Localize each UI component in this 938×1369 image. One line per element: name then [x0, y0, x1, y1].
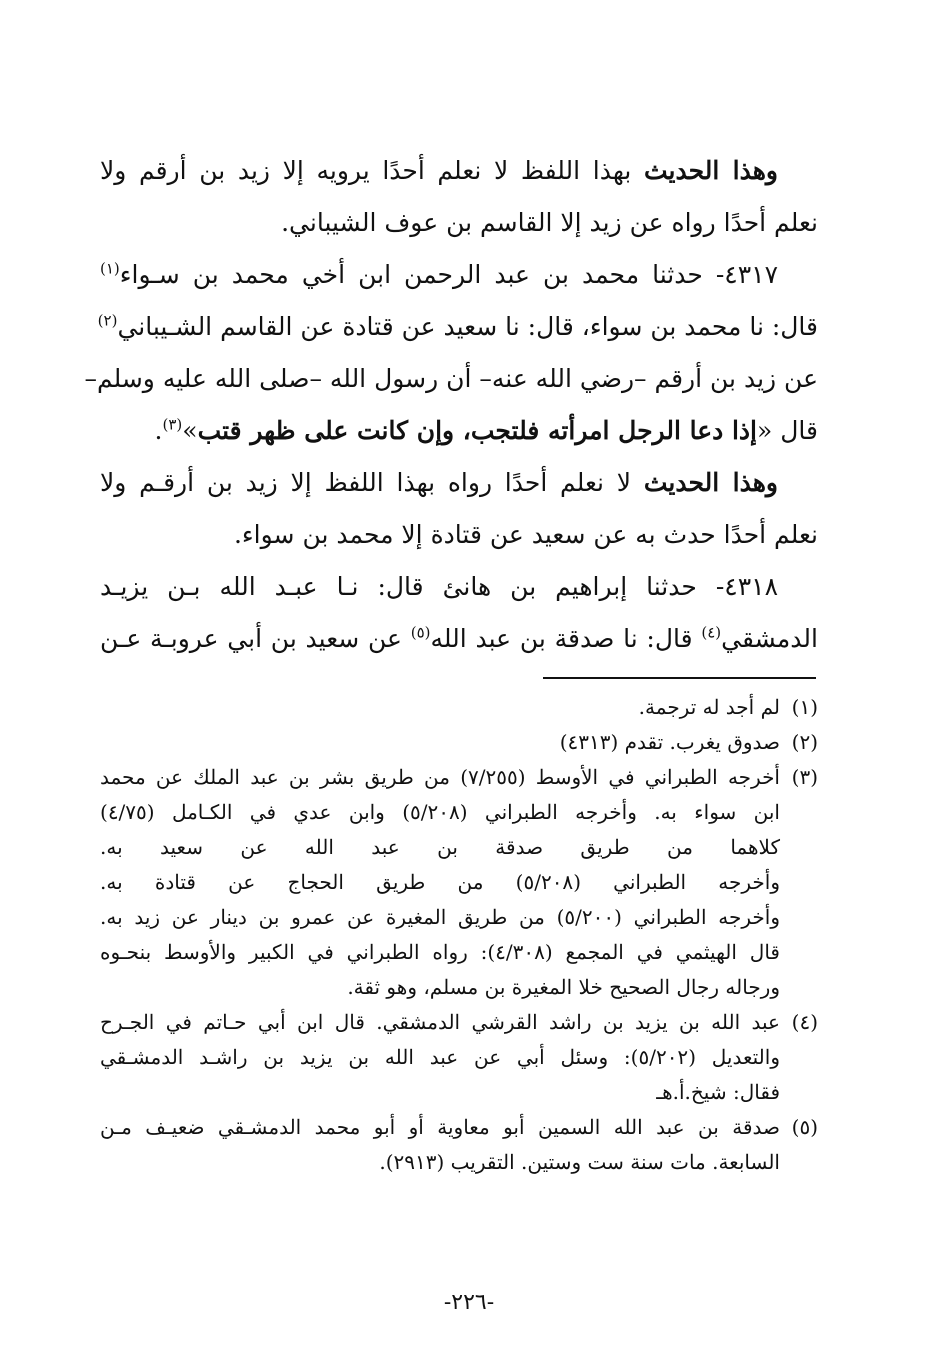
text-line [100, 457, 818, 509]
footnote-line: لم أجد له ترجمة. [638, 695, 780, 719]
footnote-number: (٣) [791, 765, 818, 789]
footnote-body [100, 725, 780, 760]
footnote [100, 1110, 818, 1180]
footnote [100, 760, 818, 1005]
bold-phrase: وهذا الحديث [643, 156, 779, 185]
page-number: -٢٢٦- [443, 1290, 495, 1315]
footnote [100, 690, 818, 725]
footnote-line: وأخرجه الطبراني (٥/٢٠٨) من طريق الحجاج عن قتادة به. [100, 870, 780, 894]
text-line [100, 405, 818, 457]
footnote-ref: (١) [100, 259, 120, 278]
footnote [100, 1005, 818, 1110]
line-text: عن سعيد بن أبي عروبـة عـن [100, 624, 411, 653]
text-line [100, 197, 818, 249]
footnote-line: وأخرجه الطبراني (٥/٢٠٠) من طريق المغيرة عن عمرو بن دينار عن زيد به. [100, 905, 780, 929]
text-line [97, 301, 818, 353]
footnote-number: (٢) [791, 730, 818, 754]
line-text: عن زيد بن أرقم –رضي الله عنه– أن رسول الله –صلى الله عليه وسلم– [84, 364, 818, 393]
line-text: نعلم أحدًا حدث به عن سعيد عن قتادة إلا محمد بن سواء. [233, 520, 818, 549]
text-line [100, 249, 818, 301]
footnote-number: (١) [791, 695, 818, 719]
footnote-body [100, 1110, 780, 1180]
footnote-line: أخرجه الطبراني في الأوسط (٧/٢٥٥) من طريق بشر بن عبد الملك عن محمد [100, 765, 780, 789]
footnote-ref: (٣) [162, 415, 183, 434]
footnote-number: (٥) [791, 1115, 818, 1139]
line-text: الدمشقي [721, 624, 818, 653]
footnote-body [100, 760, 780, 1005]
text-line [100, 145, 818, 197]
footnote-line: فقال: شيخ.أ.هـ [656, 1080, 780, 1104]
line-text: قال: نا محمد بن سواء، قال: نا سعيد عن قتادة عن القاسم الشـيباني [117, 312, 818, 341]
footnote-number: (٤) [791, 1010, 818, 1034]
line-text: لا نعلم أحدًا رواه بهذا اللفظ إلا زيد بن أرقـم ولا [100, 468, 644, 497]
footnote-line: صدوق يغرب. تقدم (٤٣١٣) [559, 730, 780, 754]
line-text: ٤٣١٧- حدثنا محمد بن عبد الرحمن ابن أخي محمد بن سـواء [119, 260, 778, 289]
line-text: قال: نا صدقة بن عبد الله [430, 624, 702, 653]
footnote-line: ورجاله رجال الصحيح خلا المغيرة بن مسلم، وهو ثقة. [347, 975, 780, 999]
footnote-line: ابن سواء به. وأخرجه الطبراني (٥/٢٠٨) وابن عدي في الكـامل (٤/٧٥) [100, 800, 780, 824]
text-line [100, 509, 818, 561]
footnote [100, 725, 818, 760]
footnote-line: صدقة بن عبد الله السمين أبو معاوية أو أبو محمد الدمشـقي ضعيـف مـن [100, 1115, 780, 1139]
line-text: قال « [757, 416, 818, 445]
footnote-line: كلاهما من طريق صدقة بن عبد الله عن سعيد به. [100, 835, 780, 859]
footnote-line: عبد الله بن يزيد بن راشد القرشي الدمشقي. قال ابن أبي حـاتم في الجـرح [100, 1010, 780, 1034]
text-line [100, 613, 818, 665]
line-text: بهذا اللفظ لا نعلم أحدًا يرويه إلا زيد بن أرقم ولا [100, 156, 644, 185]
footnote-ref: (٤) [701, 623, 722, 642]
line-text: ٤٣١٨- حدثنا إبراهيم بن هانئ قال: نـا عبـد الله بـن يزيـد [100, 572, 778, 601]
footnote-body [100, 690, 780, 725]
bold-phrase: إذا دعا الرجل امرأته فلتجب، وإن كانت على ظهر قتب [197, 416, 758, 445]
line-text: . [154, 416, 163, 445]
footnote-ref: (٢) [97, 311, 118, 330]
bold-phrase: وهذا الحديث [643, 468, 779, 497]
text-line [100, 561, 818, 613]
main-text [84, 145, 818, 665]
text-line [84, 353, 818, 405]
footnote-body [100, 1005, 780, 1110]
footnote-line: والتعديل (٥/٢٠٢): وسئل أبي عن عبد الله بن يزيد بن راشـد الدمشـقي [100, 1045, 780, 1069]
footnote-line: قال الهيثمي في المجمع (٤/٣٠٨): رواه الطبراني في الكبير والأوسط بنحـوه [100, 940, 780, 964]
footnotes [100, 690, 818, 1180]
line-text: » [182, 416, 198, 445]
footnote-line: السابعة. مات سنة ست وستين. التقريب (٢٩١٣). [379, 1150, 780, 1174]
footnote-separator [543, 677, 816, 679]
footnote-ref: (٥) [410, 623, 431, 642]
line-text: نعلم أحدًا رواه عن زيد إلا القاسم بن عوف الشيباني. [281, 208, 818, 237]
